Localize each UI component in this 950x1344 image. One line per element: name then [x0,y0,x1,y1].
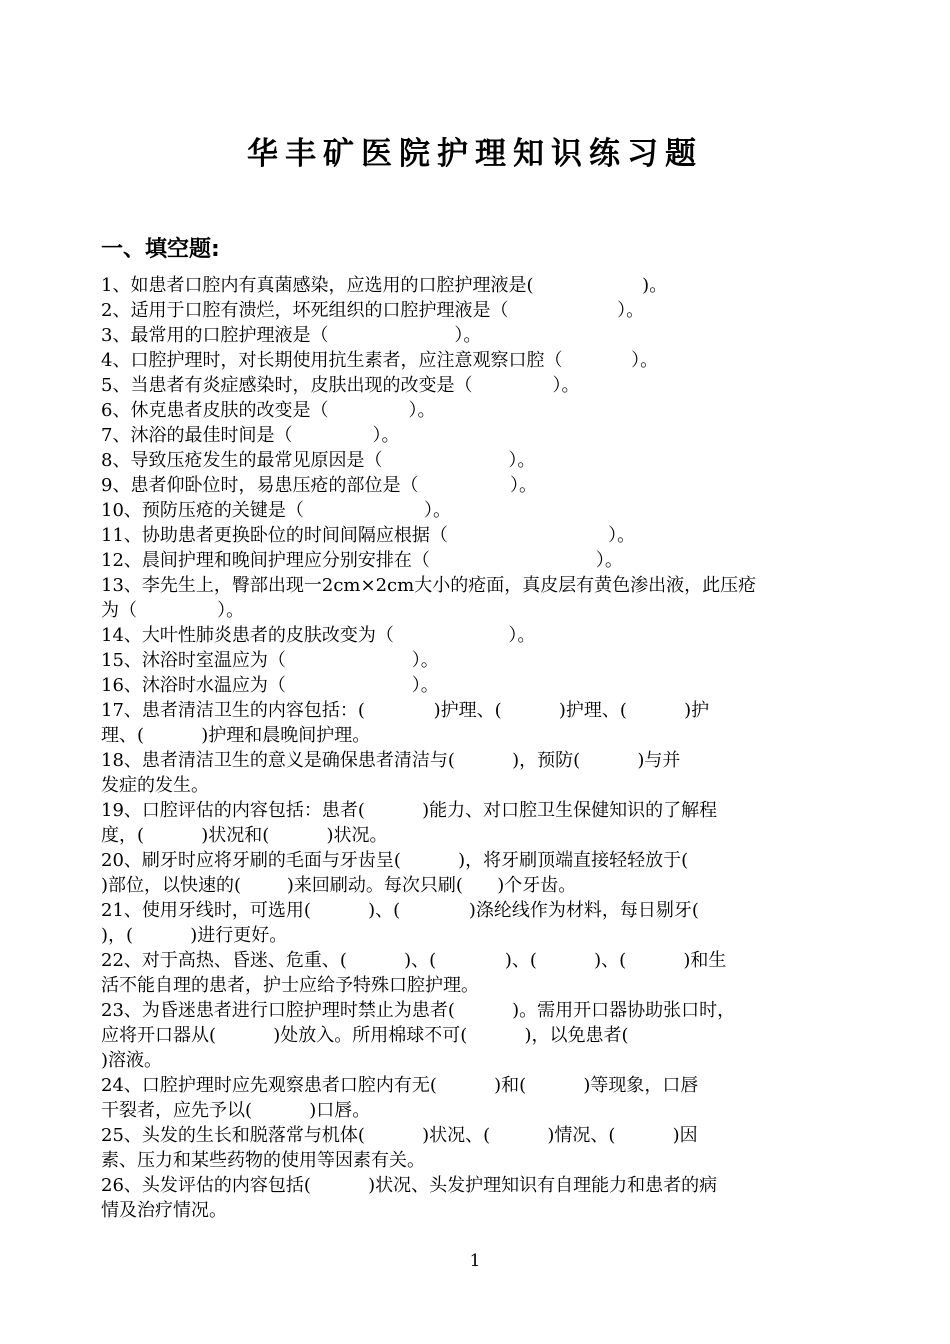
question-line: 6、休克患者皮肤的改变是（ ）。 [101,400,436,421]
question-line: 发症的发生。 [101,775,209,796]
question-line: 15、沐浴时室温应为（ ）。 [101,650,439,671]
question-line: 23、为昏迷患者进行口腔护理时禁止为患者( )。需用开口器协助张口时， [101,1000,736,1021]
question-line: 22、对于高热、昏迷、危重、( )、( )、( )、( )和生 [101,950,727,971]
question-line: )溶液。 [101,1050,163,1071]
question-line: 25、头发的生长和脱落常与机体( )状况、( )情况、( )因 [101,1125,698,1146]
question-line: 13、李先生上，臀部出现一2cm×2cm大小的疮面，真皮层有黄色渗出液，此压疮 [101,575,757,596]
question-line: 8、导致压疮发生的最常见原因是（ ）。 [101,450,536,471]
question-line: 1、如患者口腔内有真菌感染，应选用的口腔护理液是( )。 [101,275,668,296]
question-line: 7、沐浴的最佳时间是（ ）。 [101,425,400,446]
question-line: 16、沐浴时水温应为（ ）。 [101,675,439,696]
question-line: 19、口腔评估的内容包括：患者( )能力、对口腔卫生保健知识的了解程 [101,800,718,821]
document-title: 华丰矿医院护理知识练习题 [247,136,703,172]
question-line: 干裂者，应先予以( )口唇。 [101,1100,371,1121]
question-line: 为（ ）。 [101,600,245,621]
question-line: 应将开口器从( )处放入。所用棉球不可( )，以免患者( [101,1025,629,1046]
page-number: 1 [469,1251,481,1271]
question-line: 9、患者仰卧位时，易患压疮的部位是（ ）。 [101,475,537,496]
question-line: 3、最常用的口腔护理液是（ ）。 [101,325,482,346]
question-line: 理、( )护理和晨晚间护理。 [101,725,371,746]
question-line: )，( )进行更好。 [101,925,288,946]
question-line: 12、晨间护理和晚间护理应分别安排在（ ）。 [101,550,623,571]
question-line: 26、头发评估的内容包括( )状况、头发护理知识有自理能力和患者的病 [101,1175,718,1196]
question-line: 10、预防压疮的关键是（ ）。 [101,500,452,521]
question-line: 2、适用于口腔有溃烂，坏死组织的口腔护理液是（ ）。 [101,300,645,321]
question-line: 情及治疗情况。 [101,1200,227,1221]
section-heading: 一、填空题: [101,237,220,262]
question-line: 14、大叶性肺炎患者的皮肤改变为（ ）。 [101,625,536,646]
question-line: 20、刷牙时应将牙刷的毛面与牙齿呈( )，将牙刷顶端直接轻轻放于( [101,850,689,871]
question-line: 素、压力和某些药物的使用等因素有关。 [101,1150,425,1171]
question-line: 24、口腔护理时应先观察患者口腔内有无( )和( )等现象，口唇 [101,1075,699,1096]
question-line: 4、口腔护理时，对长期使用抗生素者，应注意观察口腔（ ）。 [101,350,659,371]
question-line: 度，( )状况和( )状况。 [101,825,388,846]
question-line: 活不能自理的患者，护士应给予特殊口腔护理。 [101,975,479,996]
question-line: 17、患者清洁卫生的内容包括：( )护理、( )护理、( )护 [101,700,710,721]
question-line: 18、患者清洁卫生的意义是确保患者清洁与( )，预防( )与并 [101,750,681,771]
question-line: 21、使用牙线时，可选用( )、( )涤纶线作为材料，每日剔牙( [101,900,699,921]
question-list [101,273,863,1223]
question-line: 5、当患者有炎症感染时，皮肤出现的改变是（ ）。 [101,375,580,396]
question-line: 11、协助患者更换卧位的时间间隔应根据（ ）。 [101,525,636,546]
question-line: )部位，以快速的( )来回刷动。每次只刷( )个牙齿。 [101,875,577,896]
